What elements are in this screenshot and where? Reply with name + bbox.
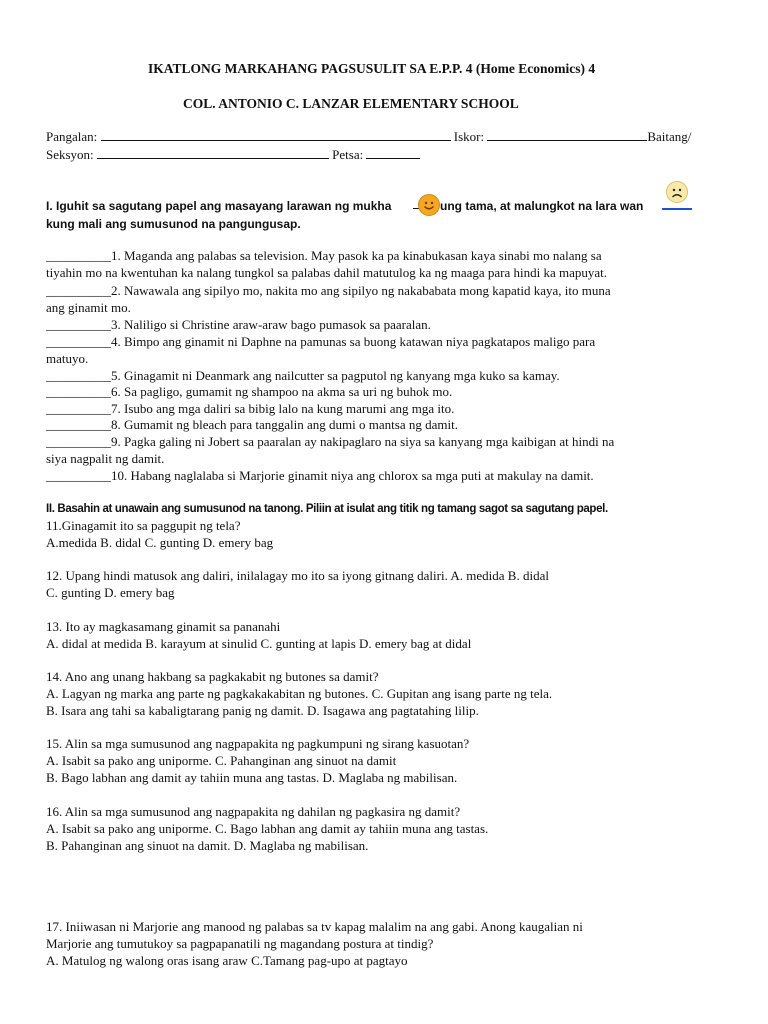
list-item: tiyahin mo na kwentuhan ka nalang tungkol sa palabas dahil matutulog ka ng maaga para hindi ka mapuyat. <box>46 265 608 280</box>
score-blank[interactable] <box>487 128 647 141</box>
section-field-row <box>46 146 420 163</box>
choices-line: B. Isara ang tahi sa kabaligtarang panig ng damit. D. Isagawa ang pagtatahing lilip. <box>46 703 479 718</box>
list-item: __________9. Pagka galing ni Jobert sa paaralan ay nakipaglaro na siya sa kanyang mga kaibigan at hindi na <box>46 434 615 449</box>
question-line: 16. Alin sa mga sumusunod ang nagpapakita ng dahilan ng pagkasira ng damit? <box>46 804 461 819</box>
question-line: 13. Ito ay magkasamang ginamit sa pananahi <box>46 619 281 634</box>
list-item: __________8. Gumamit ng bleach para tanggalin ang dumi o mantsa ng damit. <box>46 417 458 432</box>
school-name: COL. ANTONIO C. LANZAR ELEMENTARY SCHOOL <box>183 96 519 111</box>
section-label: Seksyon: <box>46 147 94 162</box>
list-item: __________1. Maganda ang palabas sa television. May pasok ka pa kinabukasan kaya sinabi mo nalang sa <box>46 248 602 263</box>
name-label: Pangalan: <box>46 129 98 144</box>
list-item: __________6. Sa pagligo, gumamit ng shampoo na akma sa uri ng buhok mo. <box>46 384 453 399</box>
choices-line: A. Isabit sa pako ang uniporme. C. Bago labhan ang damit ay tahiin muna ang tastas. <box>46 821 489 836</box>
happy-face-icon <box>418 194 440 216</box>
question-line: 17. Iniiwasan ni Marjorie ang manood ng palabas sa tv kapag malalim na ang gabi. Anong kaugalian ni <box>46 919 583 934</box>
question-line: Marjorie ang tumutukoy sa pagpapanatili ng magandang postura at tindig? <box>46 936 434 951</box>
question-line: 11.Ginagamit ito sa paggupit ng tela? <box>46 518 241 533</box>
choices-line: C. gunting D. emery bag <box>46 585 175 600</box>
part1-instruction-b: ung tama, at malungkot na lara wan <box>440 199 644 213</box>
section-blank[interactable] <box>97 146 329 159</box>
choices-line: A. Matulog ng walong oras isang araw C.Tamang pag-upo at pagtayo <box>46 953 408 968</box>
choices-line: A.medida B. didal C. gunting D. emery bag <box>46 535 274 550</box>
list-item: matuyo. <box>46 351 89 366</box>
list-item: __________3. Naliligo si Christine araw-araw bago pumasok sa paaralan. <box>46 317 431 332</box>
choices-line: A. Isabit sa pako ang uniporme. C. Pahanginan ang sinuot na damit <box>46 753 397 768</box>
choices-line: A. didal at medida B. karayum at sinulid C. gunting at lapis D. emery bag at didal <box>46 636 472 651</box>
part1-instruction-a: I. Iguhit sa sagutang papel ang masayang larawan ng mukha <box>46 199 392 213</box>
name-field-row <box>46 128 691 145</box>
list-item: __________10. Habang naglalaba si Marjorie ginamit niya ang chlorox sa mga puti at makulay na damit. <box>46 468 594 483</box>
choices-line: B. Pahanginan ang sinuot na damit. D. Maglaba ng mabilisan. <box>46 838 369 853</box>
name-blank[interactable] <box>101 128 451 141</box>
sad-face-underline <box>662 208 692 210</box>
list-item: __________4. Bimpo ang ginamit ni Daphne na pamunas sa buong katawan niya pagkatapos maligo para <box>46 334 596 349</box>
exam-title: IKATLONG MARKAHANG PAGSUSULIT SA E.P.P. 4 (Home Economics) 4 <box>148 61 596 76</box>
list-item: __________7. Isubo ang mga daliri sa bibig lalo na kung marumi ang mga ito. <box>46 401 455 416</box>
choices-line: B. Bago labhan ang damit ay tahiin muna ang tastas. D. Maglaba ng mabilisan. <box>46 770 458 785</box>
list-item: __________2. Nawawala ang sipilyo mo, nakita mo ang sipilyo ng nakababata mong kapatid kaya, ito muna <box>46 283 611 298</box>
list-item: siya nagpalit ng damit. <box>46 451 165 466</box>
question-line: 12. Upang hindi matusok ang daliri, inilalagay mo ito sa iyong gitnang daliri. A. medida B. didal <box>46 568 549 583</box>
date-label: Petsa: <box>332 147 364 162</box>
choices-line: A. Lagyan ng marka ang parte ng pagkakakabitan ng butones. C. Gupitan ang isang parte ng tela. <box>46 686 553 701</box>
score-label: Iskor: <box>453 129 485 144</box>
sad-face-icon <box>666 181 688 203</box>
date-blank[interactable] <box>366 146 420 159</box>
list-item: ang ginamit mo. <box>46 300 131 315</box>
question-line: 15. Alin sa mga sumusunod ang nagpapakita ng pagkumpuni ng sirang kasuotan? <box>46 736 470 751</box>
part1-instruction-c: kung mali ang sumusunod na pangungusap. <box>46 217 301 231</box>
question-line: 14. Ano ang unang hakbang sa pagkakabit ng butones sa damit? <box>46 669 379 684</box>
part2-instruction: II. Basahin at unawain ang sumusunod na tanong. Piliin at isulat ang titik ng tamang sagot sa sagutang papel. <box>46 503 608 515</box>
grade-label: Baitang/ <box>647 129 692 144</box>
list-item: __________5. Ginagamit ni Deanmark ang nailcutter sa pagputol ng kanyang mga kuko sa kamay. <box>46 368 560 383</box>
